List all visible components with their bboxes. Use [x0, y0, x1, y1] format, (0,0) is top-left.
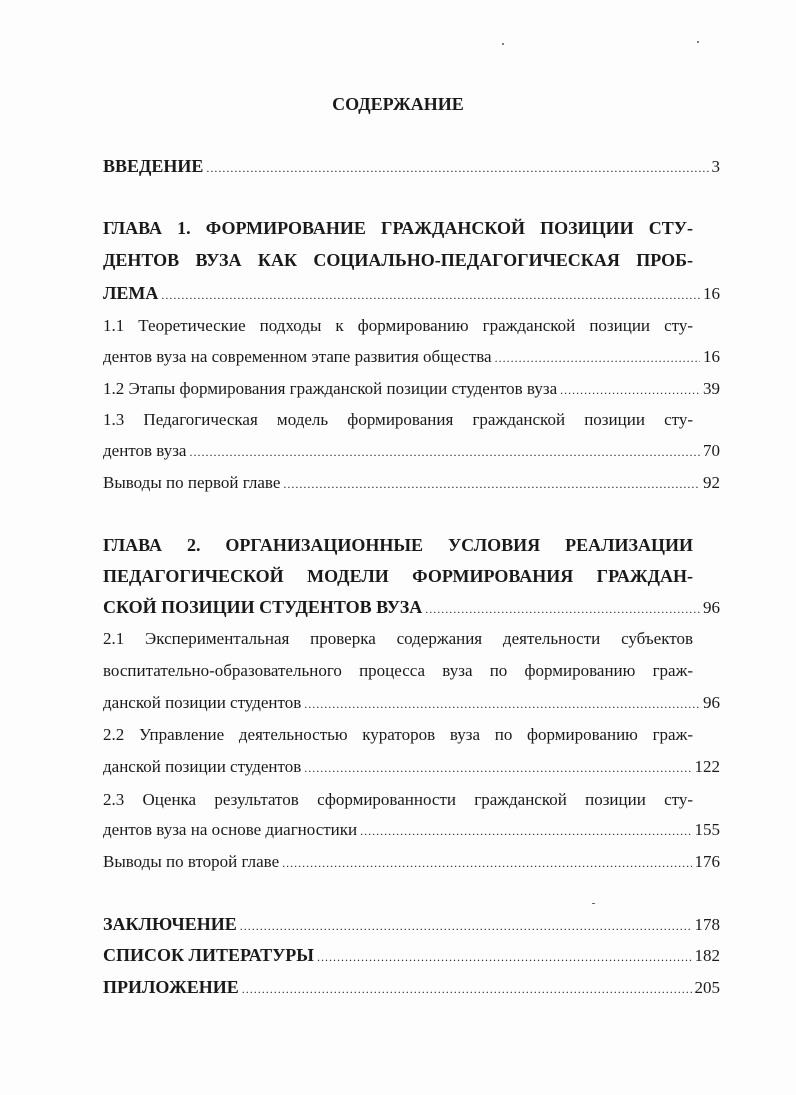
toc-page-number: 16 — [703, 284, 720, 303]
toc-label: ВВЕДЕНИЕ — [103, 156, 204, 176]
toc-entry-chapter2[interactable] — [103, 597, 720, 618]
toc-page-number: 3 — [711, 157, 720, 176]
toc-section-2-2-line1: 2.2 Управление деятельностью кураторов вуза по формированию граж- — [103, 725, 693, 744]
toc-page-number: 122 — [694, 757, 720, 776]
toc-entry-conclusion[interactable] — [103, 914, 720, 935]
toc-entry-section-2-1[interactable] — [103, 693, 720, 713]
page-title: СОДЕРЖАНИЕ — [332, 94, 464, 114]
toc-entry-section-1-1[interactable] — [103, 347, 720, 367]
toc-label: дентов вуза на современном этапе развития общества — [103, 347, 492, 366]
toc-entry-section-2-2[interactable] — [103, 757, 720, 777]
toc-entry-chapter2-conclusions[interactable] — [103, 852, 720, 872]
dot-leader — [283, 477, 700, 492]
toc-entry-intro[interactable] — [103, 156, 720, 177]
toc-page-number: 182 — [694, 946, 720, 965]
toc-entry-references[interactable] — [103, 945, 720, 966]
toc-label: СПИСОК ЛИТЕРАТУРЫ — [103, 945, 314, 965]
toc-page-number: 96 — [703, 598, 720, 617]
dot-leader — [240, 919, 692, 934]
toc-entry-section-2-3[interactable] — [103, 820, 720, 840]
toc-label: СКОЙ ПОЗИЦИИ СТУДЕНТОВ ВУЗА — [103, 597, 423, 617]
toc-section-1-3-line1: 1.3 Педагогическая модель формирования гражданской позиции сту- — [103, 410, 693, 429]
toc-section-2-1-line2: воспитательно-образовательного процесса вуза по формированию граж- — [103, 661, 693, 680]
toc-label: дентов вуза — [103, 441, 187, 460]
toc-entry-section-1-3[interactable] — [103, 441, 720, 461]
toc-section-2-3-line1: 2.3 Оценка результатов сформированности гражданской позиции сту- — [103, 790, 693, 809]
toc-label: Выводы по второй главе — [103, 852, 280, 871]
toc-entry-chapter1-conclusions[interactable] — [103, 473, 720, 493]
toc-label: данской позиции студентов — [103, 757, 302, 776]
toc-label: Выводы по первой главе — [103, 473, 281, 492]
dot-leader — [425, 602, 700, 617]
dot-leader — [189, 445, 700, 460]
toc-page-number: 155 — [694, 820, 720, 839]
dot-leader — [282, 856, 691, 871]
toc-label: 1.2 Этапы формирования гражданской позиции студентов вуза — [103, 379, 558, 398]
dot-leader — [304, 697, 700, 712]
dot-leader — [206, 161, 708, 176]
toc-chapter2-line2: ПЕДАГОГИЧЕСКОЙ МОДЕЛИ ФОРМИРОВАНИЯ ГРАЖДАН- — [103, 566, 693, 586]
toc-label: данской позиции студентов — [103, 693, 302, 712]
dot-leader — [360, 824, 691, 839]
toc-page-number: 176 — [694, 852, 720, 871]
toc-chapter1-line1: ГЛАВА 1. ФОРМИРОВАНИЕ ГРАЖДАНСКОЙ ПОЗИЦИИ СТУ- — [103, 218, 693, 238]
toc-label: ЛЕМА — [103, 283, 159, 303]
dot-leader — [304, 761, 691, 776]
toc-page-number: 16 — [703, 347, 720, 366]
toc-page-number: 178 — [694, 915, 720, 934]
toc-entry-appendix[interactable] — [103, 977, 720, 998]
toc-section-1-1-line1: 1.1 Теоретические подходы к формированию гражданской позиции сту- — [103, 316, 693, 335]
toc-page-number: 96 — [703, 693, 720, 712]
scan-speck — [697, 41, 699, 43]
scan-speck — [502, 43, 504, 45]
toc-chapter1-line2: ДЕНТОВ ВУЗА КАК СОЦИАЛЬНО-ПЕДАГОГИЧЕСКАЯ ПРОБ- — [103, 250, 693, 270]
toc-page-number: 205 — [694, 978, 720, 997]
toc-label: ЗАКЛЮЧЕНИЕ — [103, 914, 237, 934]
dot-leader — [560, 383, 700, 398]
toc-page-number: 39 — [703, 379, 720, 398]
dot-leader — [495, 351, 700, 366]
toc-page-number: 70 — [703, 441, 720, 460]
toc-section-2-1-line1: 2.1 Экспериментальная проверка содержания деятельности субъектов — [103, 629, 693, 648]
dot-leader — [317, 950, 692, 965]
toc-label: ПРИЛОЖЕНИЕ — [103, 977, 239, 997]
toc-entry-chapter1[interactable] — [103, 283, 720, 304]
dot-leader — [242, 982, 692, 997]
toc-chapter2-line1: ГЛАВА 2. ОРГАНИЗАЦИОННЫЕ УСЛОВИЯ РЕАЛИЗАЦИИ — [103, 535, 693, 555]
dot-leader — [161, 288, 700, 303]
toc-entry-section-1-2[interactable] — [103, 379, 720, 399]
toc-label: дентов вуза на основе диагностики — [103, 820, 358, 839]
toc-page-number: 92 — [703, 473, 720, 492]
scan-speck — [592, 903, 595, 904]
